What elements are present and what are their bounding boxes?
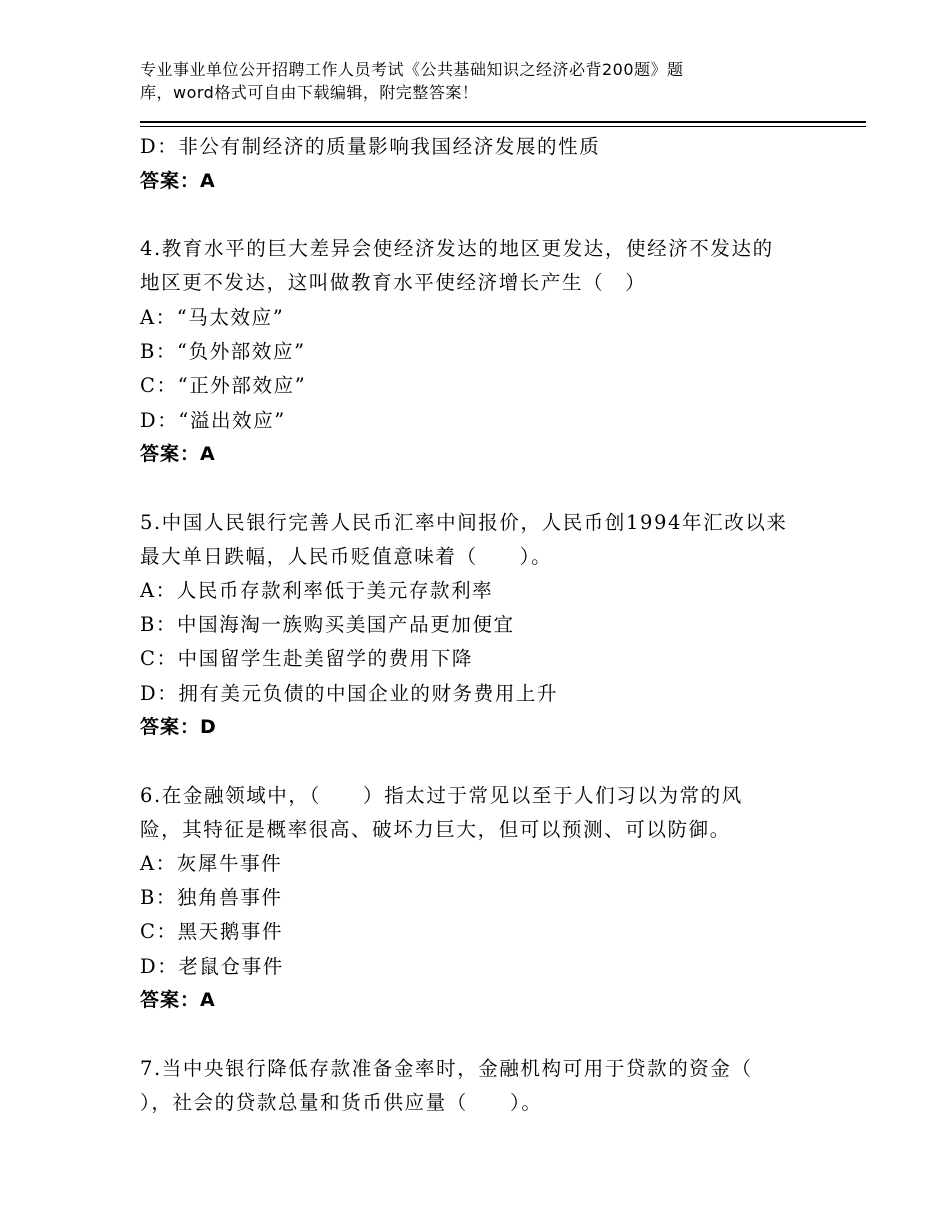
prev-question-answer: 答案：A — [140, 170, 216, 192]
q5-option-b: B：中国海淘一族购买美国产品更加便宜 — [140, 613, 515, 636]
prev-question-option-d: D：非公有制经济的质量影响我国经济发展的性质 — [140, 135, 601, 158]
q5-answer: 答案：D — [140, 716, 217, 738]
header-divider-thick — [140, 121, 866, 123]
q4-option-a: A：“马太效应” — [140, 306, 285, 329]
header-divider-thin — [140, 126, 866, 127]
q4-answer: 答案：A — [140, 443, 216, 465]
q4-option-d: D：“溢出效应” — [140, 409, 286, 432]
q4-stem-line-2: 地区更不发达，这叫做教育水平使经济增长产生（ ） — [140, 271, 647, 294]
q6-option-d: D：老鼠仓事件 — [140, 955, 284, 978]
q5-option-a: A：人民币存款利率低于美元存款利率 — [140, 579, 494, 602]
q4-stem-line-1: 4.教育水平的巨大差异会使经济发达的地区更发达，使经济不发达的 — [140, 237, 774, 260]
q6-stem-line-1: 6.在金融领域中，（ ）指太过于常见以至于人们习以为常的风 — [140, 784, 743, 807]
q5-option-c: C：中国留学生赴美留学的费用下降 — [140, 647, 474, 670]
q6-stem-line-2: 险，其特征是概率很高、破坏力巨大，但可以预测、可以防御。 — [140, 818, 731, 841]
header-title-line-1: 专业事业单位公开招聘工作人员考试《公共基础知识之经济必背200题》题 — [140, 60, 684, 79]
q6-answer: 答案：A — [140, 989, 216, 1011]
header-title-line-2: 库，word格式可自由下载编辑，附完整答案！ — [140, 83, 479, 102]
q7-stem-line-1: 7.当中央银行降低存款准备金率时，金融机构可用于贷款的资金（ — [140, 1057, 753, 1080]
q6-option-c: C：黑天鹅事件 — [140, 920, 284, 943]
q4-option-b: B：“负外部效应” — [140, 340, 306, 363]
q4-option-c: C：“正外部效应” — [140, 374, 307, 397]
q5-stem-line-2: 最大单日跌幅，人民币贬值意味着（ ）。 — [140, 545, 553, 568]
q6-option-a: A：灰犀牛事件 — [140, 852, 283, 875]
q5-stem-line-1: 5.中国人民银行完善人民币汇率中间报价，人民币创1994年汇改以来 — [140, 511, 788, 534]
q5-option-d: D：拥有美元负债的中国企业的财务费用上升 — [140, 682, 559, 705]
q7-stem-line-2: ），社会的贷款总量和货币供应量（ ）。 — [140, 1091, 543, 1114]
document-header — [140, 58, 780, 104]
q6-option-b: B：独角兽事件 — [140, 886, 283, 909]
